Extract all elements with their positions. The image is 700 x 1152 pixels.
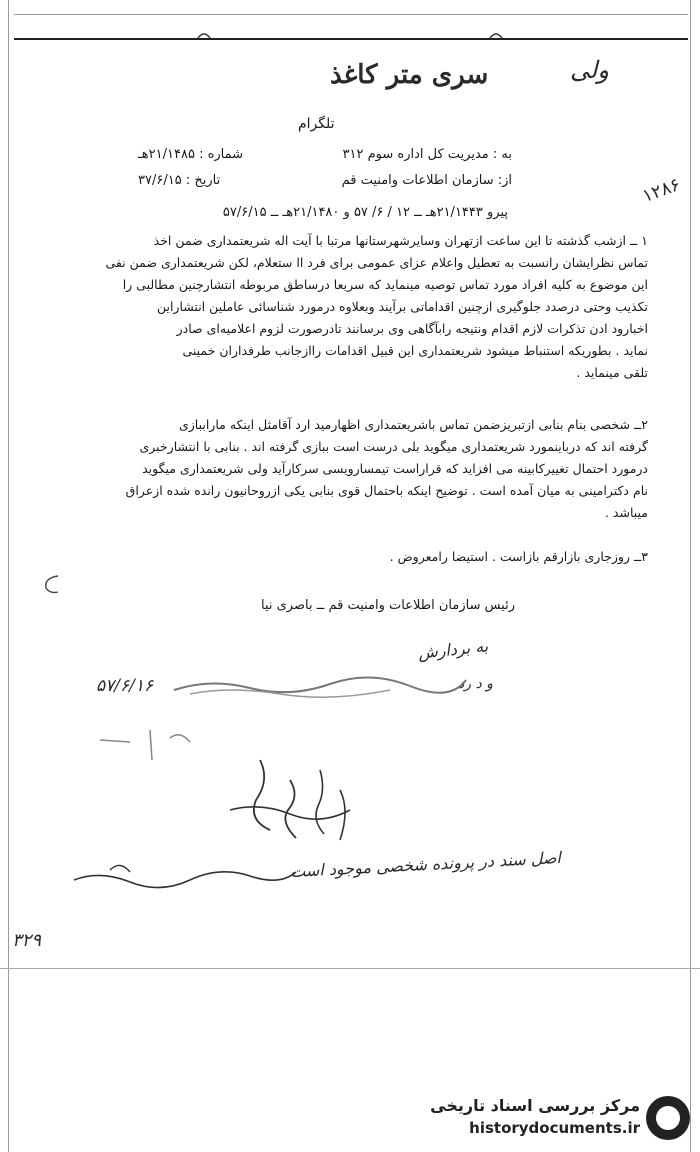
handwritten-note-1: به بردارش bbox=[417, 636, 490, 663]
number-line: شماره : ۲۱/۱۴۸۵هـ bbox=[138, 147, 244, 162]
paragraph-line: میباشد . bbox=[604, 505, 648, 520]
watermark-url: historydocuments.ir bbox=[469, 1119, 640, 1137]
to-line: به : مدیریت کل اداره سوم ۳۱۲ bbox=[342, 147, 512, 162]
paragraph-1 bbox=[48, 230, 648, 384]
paragraph-2 bbox=[48, 414, 648, 524]
paragraph-line: گرفته اند که درباینمورد شریعتمداری میگوید بلی درست است ببازی گرفته اند . بنابی با انتشارخبری bbox=[139, 439, 648, 454]
margin-handwritten-number: ۱۲۸۶ bbox=[639, 174, 684, 207]
paragraph-line: این موضوع به کلیه افراد مورد تماس توصیه مینماید که سریعا درساطق مربوطه انتشارچنین مطالبی را bbox=[122, 277, 648, 292]
handwritten-scribble-line bbox=[170, 660, 470, 710]
paragraph-line: ۲ــ شخصی بنام بنابی ازتبریزضمن تماس باشریعتمداری اظهارمید ارد آقامثل اینکه ماراببازی bbox=[178, 417, 648, 432]
handwritten-top-right: ولی bbox=[570, 56, 609, 84]
paragraph-line: نماید . بطوریکه استنباط میشود شریعتمداری این قبیل اقدامات راازجانب طرفداران خمینی bbox=[182, 343, 648, 358]
from-line: از: سازمان اطلاعات وامنیت قم bbox=[341, 173, 512, 188]
page-fold-bottom bbox=[0, 968, 700, 969]
handwritten-note-2: و د رد bbox=[458, 676, 493, 692]
paragraph-line: نام دکترامینی به میان آمده است . توضیح اینکه باحتمال قوی بنابی یکی ازروحانیون رانده شده ازعراق bbox=[125, 483, 648, 498]
handwritten-scribble-mark bbox=[90, 720, 210, 770]
page-number-handwritten: ۳۲۹ bbox=[12, 930, 42, 951]
paper-edge-left bbox=[8, 0, 9, 1152]
archive-logo-icon-inner bbox=[656, 1106, 680, 1130]
classification-stamp: سری متر کاغذ bbox=[330, 60, 489, 90]
date-line: تاریخ : ۳۷/۶/۱۵ bbox=[138, 173, 221, 188]
paragraph-line: اخبارود ادن تذکرات لازم اقدام ونتیجه رابآگاهی وی برسانند تادرصورت لزوم اعلامیه‌ای صادر bbox=[176, 321, 648, 336]
signature-line: رئیس سازمان اطلاعات وامنیت قم ــ باصری نیا bbox=[260, 598, 515, 613]
paragraph-line: تلقی مینماید . bbox=[576, 365, 648, 380]
paragraph-3 bbox=[48, 546, 648, 568]
document-type: تلگرام bbox=[298, 116, 335, 132]
paper-edge-right bbox=[690, 0, 691, 1152]
watermark bbox=[420, 1092, 690, 1148]
handwritten-date: ۵۷/۶/۱۶ bbox=[96, 676, 154, 696]
margin-mark bbox=[40, 572, 64, 596]
paragraph-line: تماس نظرایشان رانسبت به تعطیل واعلام عزای عمومی برای فرد اا ستعلام، لکن شریعتمداری ضمن نفی bbox=[105, 255, 648, 270]
handwritten-bottom-note: اصل سند در پرونده شخصی موجود است bbox=[289, 847, 562, 882]
handwritten-bottom-scribble bbox=[70, 850, 300, 900]
paper-edge-top bbox=[14, 14, 688, 15]
watermark-title: مرکز بررسی اسناد تاریخی bbox=[430, 1096, 640, 1115]
paragraph-line: ۱ ــ ازشب گذشته تا این ساعت ازتهران وسایرشهرستانها مرتبا با آیت اله شریعتمدارى ضمن اخذ bbox=[153, 233, 648, 248]
paragraph-line: درمورد احتمال تغییرکابینه می افزاید که قراراست تیمسارویسی سرکارآید ولی شریعتمداری میگوید bbox=[142, 461, 648, 476]
reference-line: پیرو ۲۱/۱۴۴۳هـ ــ ۱۲ / ۶/ ۵۷ و ۲۱/۱۴۸۰هـ ــ ۵۷/۶/۱۵ bbox=[222, 205, 508, 220]
fold-arcs bbox=[190, 28, 530, 48]
paragraph-line: تکذیب وحتی درصدد جلوگیری ازچنین اقداماتی برآیند وبعلاوه درمورد شناسائی عاملین انتشاراین bbox=[156, 299, 648, 314]
archive-logo-icon bbox=[646, 1096, 690, 1140]
paragraph-line: ۳ــ روزجاری بازارقم بازاست . استیضا رامعروض . bbox=[389, 549, 648, 564]
